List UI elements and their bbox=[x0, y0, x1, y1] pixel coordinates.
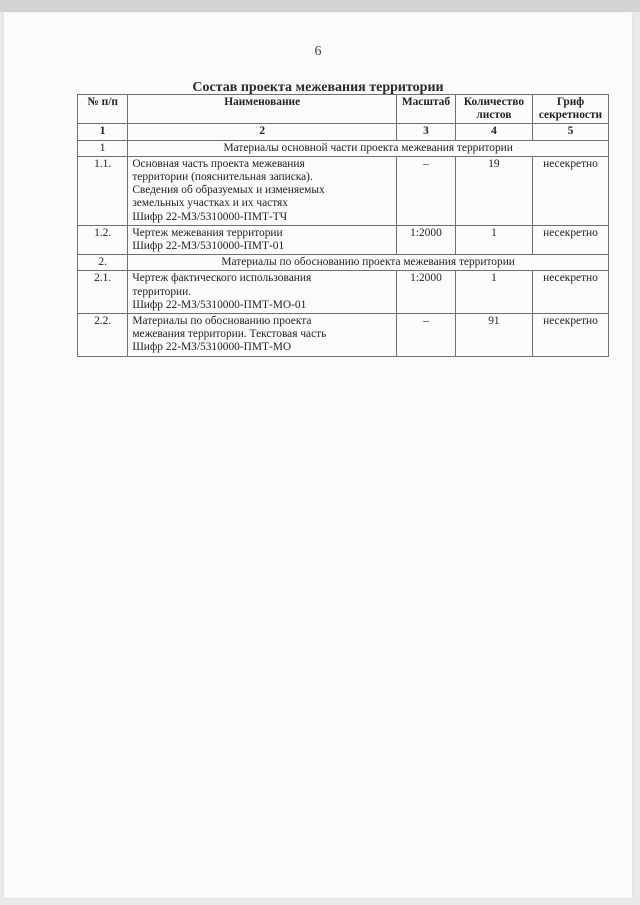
row-name-line: Чертеж межевания территории bbox=[132, 226, 283, 239]
document-title: Состав проекта межевания территории bbox=[192, 80, 444, 95]
row-secret: несекретно bbox=[532, 225, 608, 254]
row-count: 19 bbox=[455, 156, 532, 225]
row-code-line: Шифр 22-МЗ/5310000-ПМТ-01 bbox=[132, 240, 285, 253]
row-name bbox=[128, 271, 397, 314]
row-scale: 1:2000 bbox=[397, 225, 456, 254]
table-row bbox=[78, 156, 609, 225]
header-num: № п/п bbox=[78, 95, 128, 124]
row-scale: – bbox=[397, 156, 456, 225]
row-num: 1.1. bbox=[78, 156, 128, 225]
row-name-line: межевания территории. Текстовая часть bbox=[132, 328, 327, 341]
header-row bbox=[78, 95, 609, 124]
row-name-line: Сведения об образуемых и изменяемых bbox=[132, 184, 325, 197]
column-index-row bbox=[78, 124, 609, 140]
section-num: 1 bbox=[78, 140, 128, 156]
row-count: 1 bbox=[455, 225, 532, 254]
table-row bbox=[78, 314, 609, 357]
row-secret: несекретно bbox=[532, 271, 608, 314]
viewer-top-bar bbox=[0, 0, 640, 12]
column-index: 2 bbox=[128, 124, 397, 140]
column-index: 5 bbox=[532, 124, 608, 140]
row-name-line: Основная часть проекта межевания bbox=[132, 157, 305, 170]
row-code-line: Шифр 22-МЗ/5310000-ПМТ-МО-01 bbox=[132, 298, 307, 311]
row-name-line: территории (пояснительная записка). bbox=[132, 171, 313, 184]
column-index: 4 bbox=[455, 124, 532, 140]
row-name-line: Материалы по обоснованию проекта bbox=[132, 315, 312, 328]
row-count: 91 bbox=[455, 314, 532, 357]
column-index: 1 bbox=[78, 124, 128, 140]
row-scale: 1:2000 bbox=[397, 271, 456, 314]
row-name-line: Чертеж фактического использования bbox=[132, 272, 312, 285]
row-name-line: территории. bbox=[132, 285, 192, 298]
table-row bbox=[78, 271, 609, 314]
row-num: 2.1. bbox=[78, 271, 128, 314]
header-secret: Гриф секретности bbox=[532, 95, 608, 124]
column-index: 3 bbox=[397, 124, 456, 140]
section-row bbox=[78, 140, 609, 156]
section-title: Материалы по обоснованию проекта межевания территории bbox=[128, 255, 609, 271]
row-count: 1 bbox=[455, 271, 532, 314]
row-secret: несекретно bbox=[532, 314, 608, 357]
row-name-line: земельных участках и их частях bbox=[132, 197, 288, 210]
header-scale: Масштаб bbox=[397, 95, 456, 124]
page-number: 6 bbox=[314, 44, 322, 59]
row-scale: – bbox=[397, 314, 456, 357]
section-num: 2. bbox=[78, 255, 128, 271]
row-name bbox=[128, 156, 397, 225]
row-num: 2.2. bbox=[78, 314, 128, 357]
header-count: Количество листов bbox=[455, 95, 532, 124]
header-name: Наименование bbox=[128, 95, 397, 124]
row-name bbox=[128, 314, 397, 357]
row-secret: несекретно bbox=[532, 156, 608, 225]
row-num: 1.2. bbox=[78, 225, 128, 254]
row-code-line: Шифр 22-МЗ/5310000-ПМТ-МО bbox=[132, 341, 292, 354]
section-row bbox=[78, 255, 609, 271]
section-title: Материалы основной части проекта межевания территории bbox=[128, 140, 609, 156]
row-name bbox=[128, 225, 397, 254]
row-code-line: Шифр 22-МЗ/5310000-ПМТ-ТЧ bbox=[132, 210, 288, 223]
table-row bbox=[78, 225, 609, 254]
composition-table bbox=[77, 94, 609, 357]
